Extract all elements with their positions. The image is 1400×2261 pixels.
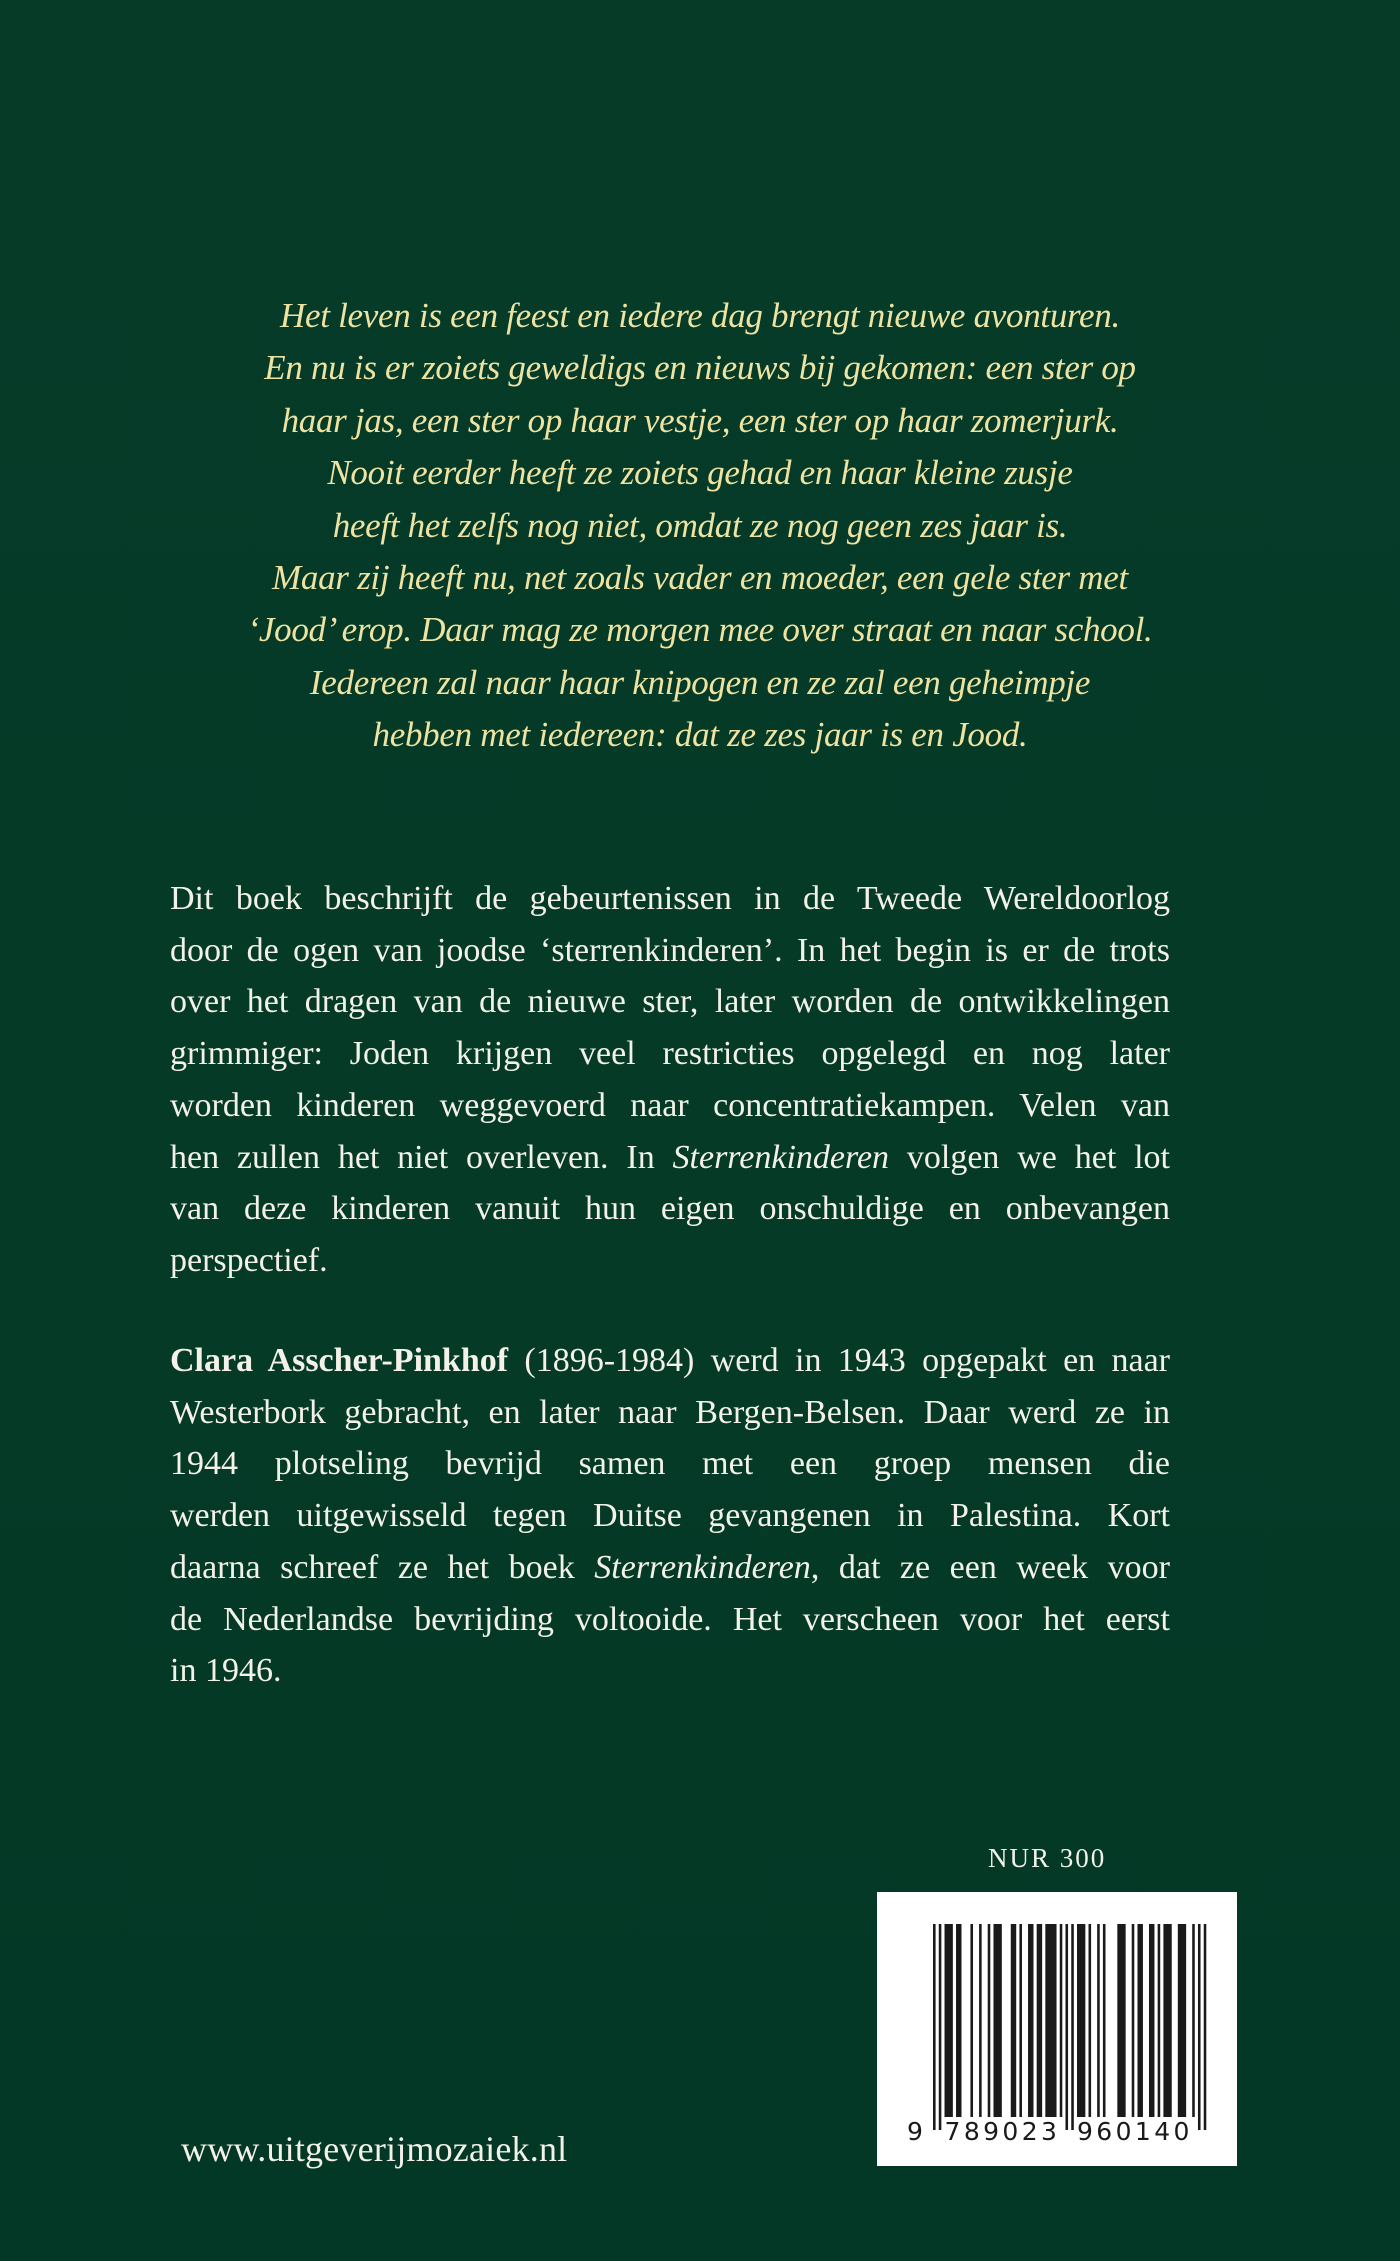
quote-line: heeft het zelfs nog niet, omdat ze nog geen zes jaar is.	[332, 505, 1068, 545]
barcode-bar	[1137, 1924, 1142, 2117]
quote-line: haar jas, een ster op haar vestje, een ster op haar zomerjurk.	[281, 400, 1119, 440]
text-line	[170, 1235, 1170, 1287]
barcode-bar	[1028, 1924, 1033, 2117]
quote-line: Nooit eerder heeft ze zoiets gehad en haar kleine zusje	[327, 453, 1073, 493]
text-line	[170, 1438, 1170, 1490]
text-segment: hen zullen het niet overleven. In	[170, 1138, 673, 1176]
text-line	[170, 1080, 1170, 1132]
text-segment: Dit boek beschrijft de gebeurtenissen in de Tweede Wereldoorlog	[170, 880, 1170, 917]
text-line	[170, 1594, 1170, 1646]
text-segment: in 1946.	[170, 1652, 282, 1690]
text-segment: perspectief.	[170, 1241, 328, 1279]
text-segment: door de ogen van joodse ‘sterrenkinderen’. In het begin is er de trots	[170, 931, 1170, 969]
barcode-bar	[1198, 1924, 1201, 2130]
book-title-italic: Sterrenkinderen	[594, 1548, 811, 1586]
book-title-italic: Sterrenkinderen	[672, 1138, 890, 1176]
text-line	[170, 976, 1170, 1028]
barcode-bar	[1204, 1924, 1207, 2130]
barcode-graphic	[877, 1892, 1237, 2166]
text-line	[170, 925, 1170, 977]
text-segment: de Nederlandse bevrijding voltooide. Het verscheen voor het eerst	[170, 1600, 1170, 1638]
book-description	[170, 873, 1170, 1287]
isbn-first-digit: 9	[907, 2117, 923, 2146]
barcode-bar	[1071, 1924, 1074, 2130]
text-segment: (1896-1984) werd in 1943 opgepakt en naar	[508, 1342, 1170, 1379]
barcode-bar	[1045, 1924, 1056, 2117]
barcode-bar	[1132, 1924, 1135, 2117]
barcode-bar	[979, 1924, 982, 2117]
barcode-bar	[1163, 1924, 1171, 2117]
text-line	[170, 1645, 1170, 1697]
isbn-left-group: 789023	[944, 2117, 1061, 2146]
barcode-bar	[1077, 1924, 1085, 2117]
barcode-bar	[939, 1924, 942, 2130]
isbn-right-group: 960140	[1077, 2117, 1193, 2146]
text-line	[170, 1183, 1170, 1235]
author-name: Clara Asscher-Pinkhof	[170, 1342, 509, 1379]
isbn-barcode	[877, 1892, 1237, 2166]
barcode-bar	[1065, 1924, 1068, 2130]
text-segment: daarna schreef ze het boek	[170, 1548, 595, 1586]
quote-line: En nu is er zoiets geweldigs en nieuws bij gekomen: een ster op	[264, 348, 1136, 388]
text-line	[170, 1028, 1170, 1080]
text-segment: over het dragen van de nieuwe ster, later worden de ontwikkelingen	[170, 983, 1170, 1021]
barcode-bar	[1149, 1924, 1154, 2117]
text-segment: 1944 plotseling bevrijd samen met een groep mensen die	[170, 1445, 1170, 1483]
barcode-bar	[1097, 1924, 1100, 2117]
text-line	[170, 1490, 1170, 1542]
text-segment: Westerbork gebracht, en later naar Bergen-Belsen. Daar werd ze in	[170, 1393, 1170, 1431]
barcode-bar	[1103, 1924, 1106, 2117]
text-segment: van deze kinderen vanuit hun eigen onschuldige en onbevangen	[170, 1190, 1170, 1228]
text-line	[170, 1132, 1170, 1184]
barcode-bar	[933, 1924, 936, 2130]
barcode-bar	[945, 1924, 953, 2117]
back-cover-quote	[150, 290, 1250, 762]
text-segment: worden kinderen weggevoerd naar concentratiekampen. Velen van	[170, 1086, 1170, 1124]
barcode-bar	[1060, 1924, 1063, 2117]
text-line	[170, 873, 1170, 925]
publisher-url[interactable]: www.uitgeverijmozaiek.nl	[181, 2129, 568, 2169]
quote-line: ‘Jood’ erop. Daar mag ze morgen mee over straat en naar school.	[247, 610, 1153, 650]
barcode-bar	[1117, 1924, 1125, 2117]
quote-line: hebben met iedereen: dat ze zes jaar is en Jood.	[372, 715, 1028, 755]
barcode-bar	[1011, 1924, 1016, 2117]
barcode-bar	[1019, 1924, 1022, 2117]
barcode-bar	[970, 1924, 973, 2117]
barcode-bar	[988, 1924, 991, 2117]
author-biography	[170, 1335, 1170, 1697]
barcode-bar	[1192, 1924, 1195, 2117]
barcode-bar	[993, 1924, 1001, 2117]
quote-line: Iedereen zal naar haar knipogen en ze zal een geheimpje	[309, 662, 1091, 702]
text-line	[170, 1387, 1170, 1439]
text-segment: , dat ze een week voor	[810, 1548, 1170, 1586]
quote-line: Het leven is een feest en iedere dag brengt nieuwe avonturen.	[280, 296, 1120, 335]
barcode-bar	[1158, 1924, 1161, 2117]
text-segment: grimmiger: Joden krijgen veel restricties opgelegd en nog later	[170, 1035, 1170, 1073]
barcode-bar	[1178, 1924, 1186, 2117]
text-line	[170, 1542, 1170, 1594]
text-line	[170, 1335, 1170, 1387]
text-segment: werden uitgewisseld tegen Duitse gevangenen in Palestina. Kort	[170, 1497, 1170, 1535]
barcode-bar	[1037, 1924, 1042, 2117]
quote-line: Maar zij heeft nu, net zoals vader en moeder, een gele ster met	[272, 558, 1128, 598]
nur-code: NUR 300	[988, 1843, 1107, 1873]
barcode-bar	[1089, 1924, 1092, 2117]
barcode-bar	[956, 1924, 961, 2117]
text-segment: volgen we het lot	[889, 1138, 1170, 1176]
